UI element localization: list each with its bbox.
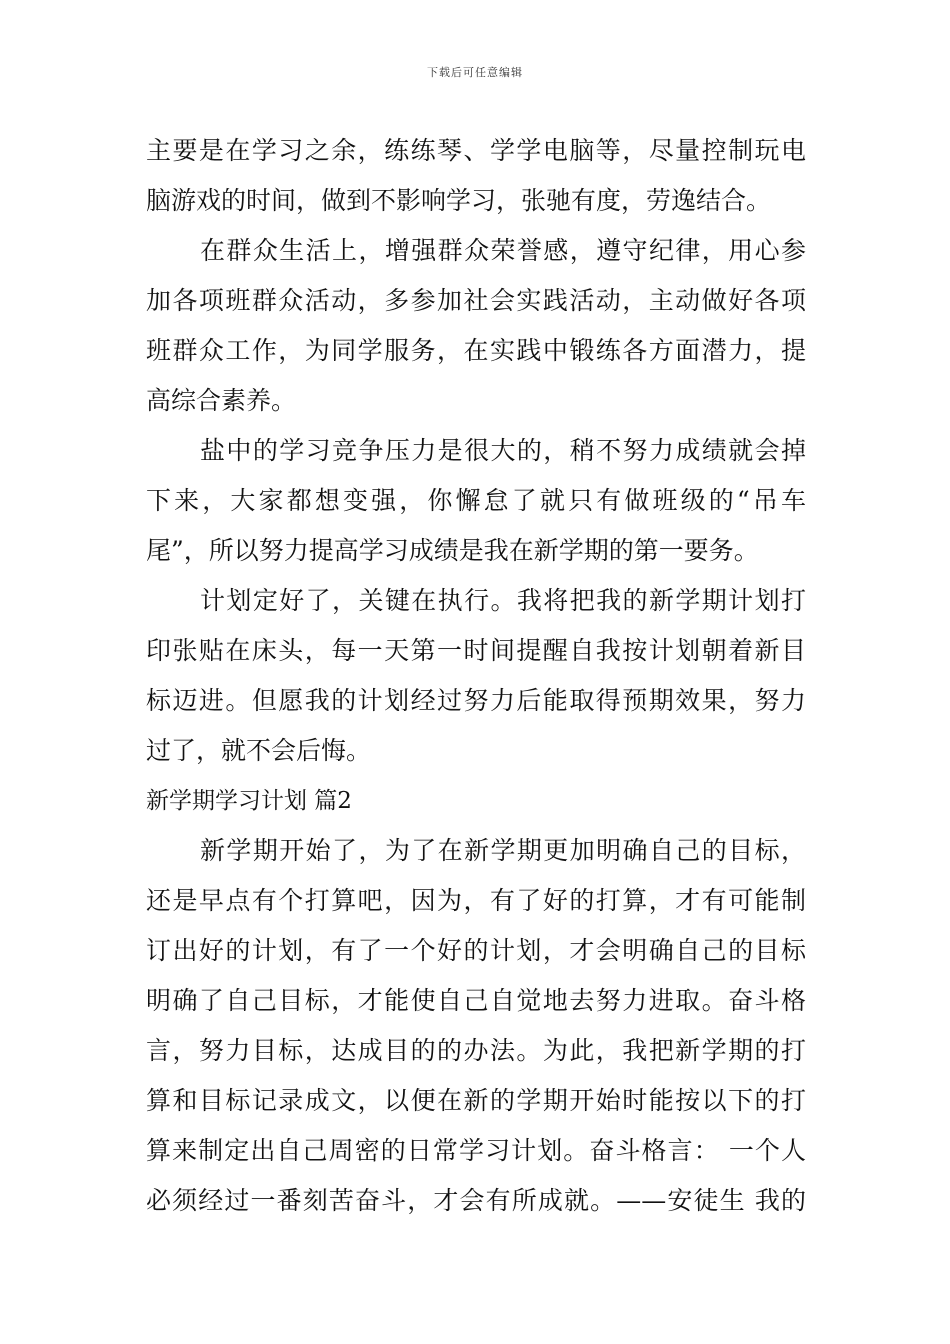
page-header: 下载后可任意编辑 [427, 66, 523, 79]
text-line: 还是早点有个打算吧，因为，有了好的打算，才有可能制 [146, 886, 806, 915]
text-line: 加各项班群众活动，多参加社会实践活动，主动做好各项 [146, 286, 806, 315]
text-line: 下来，大家都想变强，你懈怠了就只有做班级的“吊车 [146, 486, 806, 515]
text-line: 新学期开始了，为了在新学期更加明确自己的目标， [200, 836, 806, 865]
text-line: 班群众工作，为同学服务，在实践中锻练各方面潜力，提 [146, 336, 806, 365]
text-line: 高综合素养。 [146, 386, 297, 415]
text-line: 算来制定出自己周密的日常学习计划。奋斗格言： 一个人 [146, 1136, 806, 1165]
text-line: 过了，就不会后悔。 [146, 736, 372, 765]
text-line: 尾”，所以努力提高学习成绩是我在新学期的第一要务。 [146, 536, 759, 565]
text-line: 主要是在学习之余，练练琴、学学电脑等，尽量控制玩电 [146, 136, 806, 165]
text-line: 脑游戏的时间，做到不影响学习，张驰有度，劳逸结合。 [146, 186, 772, 215]
section-heading: 新学期学习计划 篇2 [146, 788, 352, 814]
text-line: 言，努力目标，达成目的的办法。为此，我把新学期的打 [146, 1036, 806, 1065]
text-line: 必须经过一番刻苦奋斗，才会有所成就。——安徒生 我的 [146, 1186, 806, 1215]
text-line: 印张贴在床头，每一天第一时间提醒自我按计划朝着新目 [146, 636, 806, 665]
text-line: 订出好的计划，有了一个好的计划，才会明确自己的目标 [146, 936, 806, 965]
text-line: 标迈进。但愿我的计划经过努力后能取得预期效果，努力 [146, 686, 806, 715]
text-line: 计划定好了，关键在执行。我将把我的新学期计划打 [200, 586, 806, 615]
document-body [146, 126, 806, 1226]
text-line: 明确了自己目标，才能使自己自觉地去努力进取。奋斗格 [146, 986, 806, 1015]
text-line: 算和目标记录成文，以便在新的学期开始时能按以下的打 [146, 1086, 806, 1115]
text-line: 盐中的学习竞争压力是很大的，稍不努力成绩就会掉 [200, 436, 806, 465]
text-line: 在群众生活上，增强群众荣誉感，遵守纪律，用心参 [200, 236, 806, 265]
